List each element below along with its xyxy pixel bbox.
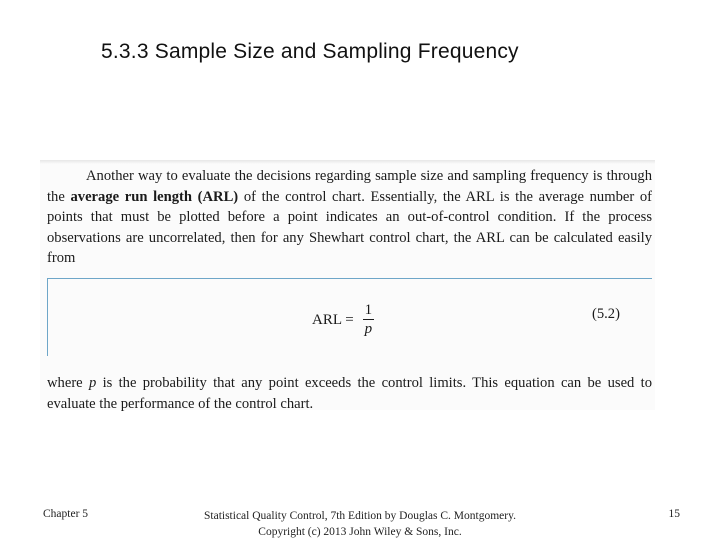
footer-citation-line2: Copyright (c) 2013 John Wiley & Sons, Inc.: [258, 526, 462, 538]
footer-chapter: Chapter 5: [43, 508, 89, 520]
equation-lhs: ARL =: [312, 311, 354, 328]
footer-citation-line1: Statistical Quality Control, 7th Edition by Douglas C. Montgomery.: [204, 510, 516, 522]
excerpt-cut-edge: [40, 160, 655, 164]
variable-p: p: [88, 375, 97, 391]
paragraph-text: where: [47, 375, 83, 391]
excerpt-paragraph-where: [47, 373, 652, 414]
paragraph-text: Another way to evaluate the decisions regarding sample size and sampling frequency is through the: [47, 168, 652, 205]
slide-title: 5.3.3 Sample Size and Sampling Frequency: [101, 40, 519, 63]
fraction-numerator: 1: [364, 302, 373, 318]
equation-fraction: [363, 302, 375, 338]
paragraph-text: is the probability that any point exceeds the control limits. This equation can be used to evaluate the performance of the control chart.: [47, 375, 652, 412]
textbook-excerpt: [40, 160, 655, 410]
equation-number: (5.2): [592, 306, 620, 322]
footer-citation: [150, 508, 570, 540]
footer-page-number: 15: [668, 508, 680, 520]
fraction-denominator: p: [364, 321, 373, 337]
term-average-run-length: average run length (ARL): [70, 188, 239, 205]
paragraph-text: of the control chart. Essentially, the ARL is the average number of points that must be plotted before a point indicates an out-of-control condition. If the process observations are uncorrelated, then for any Shewhart control chart, the ARL can be calculated easily from: [47, 188, 652, 266]
excerpt-paragraph-arl: [47, 166, 652, 269]
arl-equation: [312, 298, 374, 342]
